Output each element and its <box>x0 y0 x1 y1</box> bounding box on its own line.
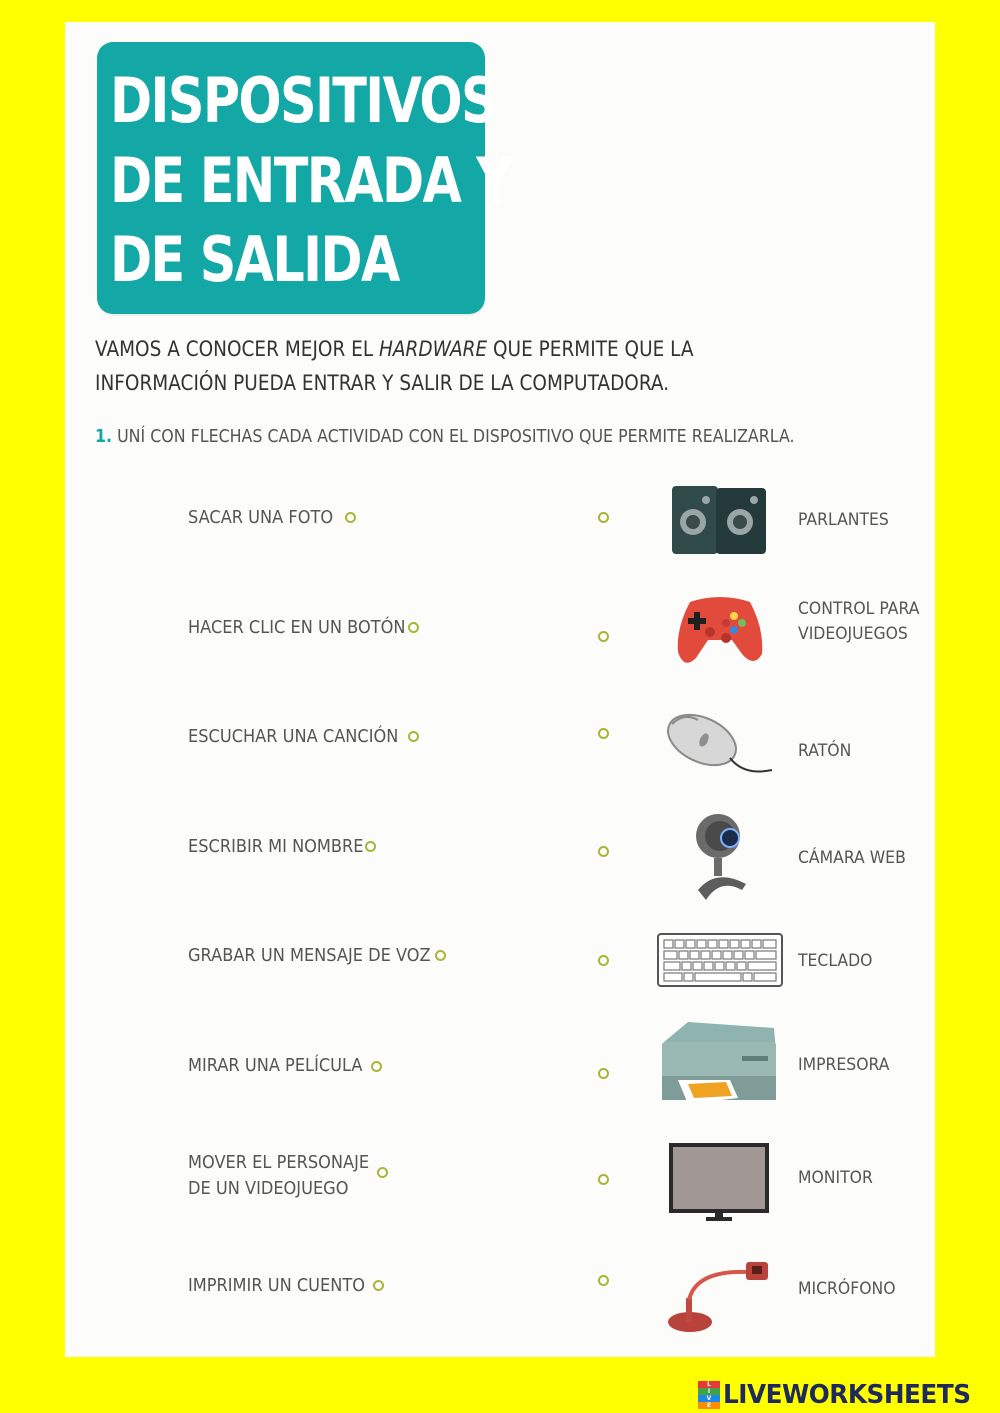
device-4-dot[interactable] <box>598 846 609 857</box>
webcam-icon <box>690 812 750 902</box>
activity-5: GRABAR UN MENSAJE DE VOZ <box>188 945 431 966</box>
speakers-icon <box>668 484 770 556</box>
intro-text-after: QUE PERMITE QUE LA <box>487 337 694 361</box>
title-line-2: DE ENTRADA Y <box>110 144 512 217</box>
intro-line-2: INFORMACIÓN PUEDA ENTRAR Y SALIR DE LA COMPUTADORA. <box>95 371 670 395</box>
activity-1: SACAR UNA FOTO <box>188 507 334 528</box>
logo-letter-v: V <box>698 1395 720 1402</box>
printer-icon <box>658 1018 780 1112</box>
mouse-icon <box>664 708 776 778</box>
activity-3-dot[interactable] <box>408 731 419 742</box>
device-label-8: MICRÓFONO <box>798 1279 896 1299</box>
activity-3: ESCUCHAR UNA CANCIÓN <box>188 726 399 747</box>
device-label-6: IMPRESORA <box>798 1055 890 1075</box>
device-1-dot[interactable] <box>598 512 609 523</box>
device-6-dot[interactable] <box>598 1068 609 1079</box>
gamepad-icon <box>672 588 768 672</box>
intro-hardware-emphasis: HARDWARE <box>379 337 488 361</box>
device-label-2-line-2: VIDEOJUEGOS <box>798 624 908 644</box>
activity-8: IMPRIMIR UN CUENTO <box>188 1275 366 1296</box>
logo-letter-e: E <box>698 1402 720 1409</box>
device-label-7: MONITOR <box>798 1168 873 1188</box>
device-8-dot[interactable] <box>598 1275 609 1286</box>
activity-7-line-1: MOVER EL PERSONAJE <box>188 1152 370 1173</box>
device-label-3: RATÓN <box>798 741 852 761</box>
device-3-dot[interactable] <box>598 728 609 739</box>
keyboard-icon <box>656 932 784 988</box>
monitor-icon <box>668 1142 770 1224</box>
device-7-dot[interactable] <box>598 1174 609 1185</box>
title-line-3: DE SALIDA <box>110 223 399 296</box>
device-label-2-line-1: CONTROL PARA <box>798 599 920 619</box>
device-2-dot[interactable] <box>598 631 609 642</box>
intro-line-1 <box>95 337 694 361</box>
logo-letter-l: L <box>698 1381 720 1388</box>
device-label-5: TECLADO <box>798 951 873 971</box>
activity-7-line-2: DE UN VIDEOJUEGO <box>188 1178 349 1199</box>
activity-6: MIRAR UNA PELÍCULA <box>188 1055 363 1076</box>
microphone-icon <box>666 1260 776 1336</box>
activity-5-dot[interactable] <box>435 950 446 961</box>
activity-6-dot[interactable] <box>371 1061 382 1072</box>
instruction <box>95 426 795 447</box>
activity-1-dot[interactable] <box>345 512 356 523</box>
intro-text-before: VAMOS A CONOCER MEJOR EL <box>95 337 380 361</box>
device-label-4: CÁMARA WEB <box>798 848 906 868</box>
title-line-1: DISPOSITIVOS <box>110 64 496 137</box>
activity-4-dot[interactable] <box>365 841 376 852</box>
activity-7-dot[interactable] <box>377 1167 388 1178</box>
instruction-text: UNÍ CON FLECHAS CADA ACTIVIDAD CON EL DISPOSITIVO QUE PERMITE REALIZARLA. <box>112 426 795 447</box>
liveworksheets-brand[interactable] <box>698 1378 984 1412</box>
logo-letter-i: I <box>698 1388 720 1395</box>
activity-8-dot[interactable] <box>373 1280 384 1291</box>
activity-2: HACER CLIC EN UN BOTÓN <box>188 617 406 638</box>
liveworksheets-logo-icon <box>698 1381 720 1409</box>
activity-2-dot[interactable] <box>408 622 419 633</box>
device-5-dot[interactable] <box>598 955 609 966</box>
device-label-1: PARLANTES <box>798 510 889 530</box>
instruction-number: 1. <box>95 426 113 447</box>
activity-4: ESCRIBIR MI NOMBRE <box>188 836 364 857</box>
liveworksheets-text: LIVEWORKSHEETS <box>723 1380 971 1410</box>
